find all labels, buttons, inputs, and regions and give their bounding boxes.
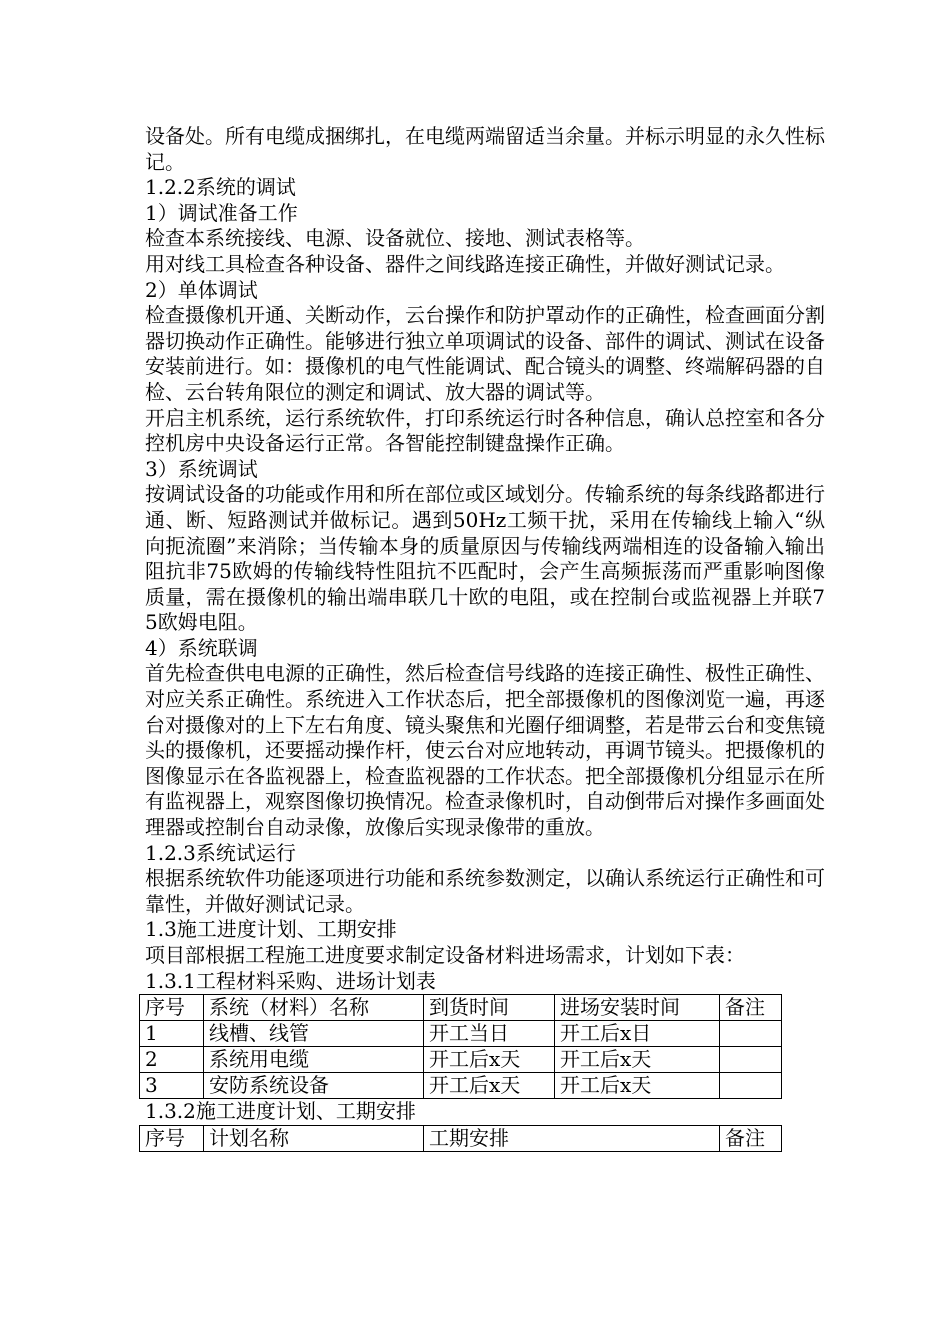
table-cell: 1 <box>140 1021 204 1047</box>
header-cell: 备注 <box>720 995 782 1021</box>
paragraph: 检查摄像机开通、关断动作，云台操作和防护罩动作的正确性，检查画面分割器切换动作正确性。能够进行独立单项调试的设备、部件的调试、测试在设备安装前进行。如：摄像机的电气性能调试、配合镜头的调整、终端解码器的自检、云台转角限位的测定和调试、放大器的调试等。 <box>145 303 825 404</box>
table-cell: 开工后x日 <box>555 1021 720 1047</box>
table-header-row <box>140 995 782 1021</box>
table-cell: 系统用电缆 <box>204 1047 424 1073</box>
paragraph: 首先检查供电电源的正确性，然后检查信号线路的连接正确性、极性正确性、对应关系正确性。系统进入工作状态后，把全部摄像机的图像浏览一遍，再逐台对摄像对的上下左右角度、镜头聚焦和光圈仔细调整，若是带云台和变焦镜头的摄像机，还要摇动操作杆，使云台对应地转动，再调节镜头。把摄像机的图像显示在各监视器上，检查监视器的工作状态。把全部摄像机分组显示在所有监视器上，观察图像切换情况。检查录像机时，自动倒带后对操作多画面处理器或控制台自动录像，放像后实现录像带的重放。 <box>145 661 825 840</box>
paragraph: 项目部根据工程施工进度要求制定设备材料进场需求，计划如下表： <box>145 943 745 967</box>
table-cell <box>720 1073 782 1099</box>
table-cell: 线槽、线管 <box>204 1021 424 1047</box>
subsection-heading: 1）调试准备工作 <box>145 200 298 225</box>
material-plan-table <box>139 994 782 1099</box>
table-cell: 开工当日 <box>424 1021 555 1047</box>
table-cell: 3 <box>140 1073 204 1099</box>
paragraph: 用对线工具检查各种设备、器件之间线路连接正确性，并做好测试记录。 <box>145 251 785 276</box>
header-cell: 计划名称 <box>204 1125 424 1151</box>
table-caption: 1.3.1工程材料采购、进场计划表 <box>145 968 436 993</box>
paragraph: 检查本系统接线、电源、设备就位、接地、测试表格等。 <box>145 226 645 251</box>
table-cell: 开工后x天 <box>555 1073 720 1099</box>
header-cell: 工期安排 <box>424 1125 720 1151</box>
paragraph: 开启主机系统，运行系统软件，打印系统运行时各种信息，确认总控室和各分控机房中央设备运行正常。各智能控制键盘操作正确。 <box>145 405 825 456</box>
section-heading: 1.3施工进度计划、工期安排 <box>145 917 397 942</box>
header-cell: 系统（材料）名称 <box>204 995 424 1021</box>
schedule-table <box>139 1125 782 1152</box>
table-cell: 开工后x天 <box>424 1047 555 1073</box>
header-cell: 序号 <box>140 995 204 1021</box>
table-cell <box>720 1021 782 1047</box>
table-caption: 1.3.2施工进度计划、工期安排 <box>145 1099 416 1124</box>
table-cell: 安防系统设备 <box>204 1073 424 1099</box>
header-cell: 备注 <box>720 1125 782 1151</box>
header-cell: 序号 <box>140 1125 204 1151</box>
section-heading: 1.2.2系统的调试 <box>145 175 296 200</box>
table-cell: 2 <box>140 1047 204 1073</box>
header-cell: 到货时间 <box>424 995 555 1021</box>
subsection-heading: 4）系统联调 <box>145 635 258 660</box>
paragraph: 根据系统软件功能逐项进行功能和系统参数测定，以确认系统运行正确性和可靠性，并做好测试记录。 <box>145 866 825 916</box>
table-cell: 开工后x天 <box>424 1073 555 1099</box>
table-row <box>140 1021 782 1047</box>
header-cell: 进场安装时间 <box>555 995 720 1021</box>
table-cell <box>720 1047 782 1073</box>
table-cell: 开工后x天 <box>555 1047 720 1073</box>
table-row <box>140 1073 782 1099</box>
subsection-heading: 2）单体调试 <box>145 277 258 302</box>
paragraph: 按调试设备的功能或作用和所在部位或区域划分。传输系统的每条线路都进行通、断、短路测试并做标记。遇到50Hz工频干扰，采用在传输线上输入“纵向扼流圈”来消除；当传输本身的质量原因与传输线两端相连的设备输入输出阻抗非75欧姆的传输线特性阻抗不匹配时，会产生高频振荡而严重影响图像质量，需在摄像机的输出端串联几十欧的电阻，或在控制台或监视器上并联75欧姆电阻。 <box>145 482 825 635</box>
subsection-heading: 3）系统调试 <box>145 456 258 481</box>
paragraph: 设备处。所有电缆成捆绑扎，在电缆两端留适当余量。并标示明显的永久性标记。 <box>145 124 825 174</box>
document-page <box>145 124 825 1152</box>
section-heading: 1.2.3系统试运行 <box>145 840 296 865</box>
table-header-row <box>140 1125 782 1151</box>
table-row <box>140 1047 782 1073</box>
